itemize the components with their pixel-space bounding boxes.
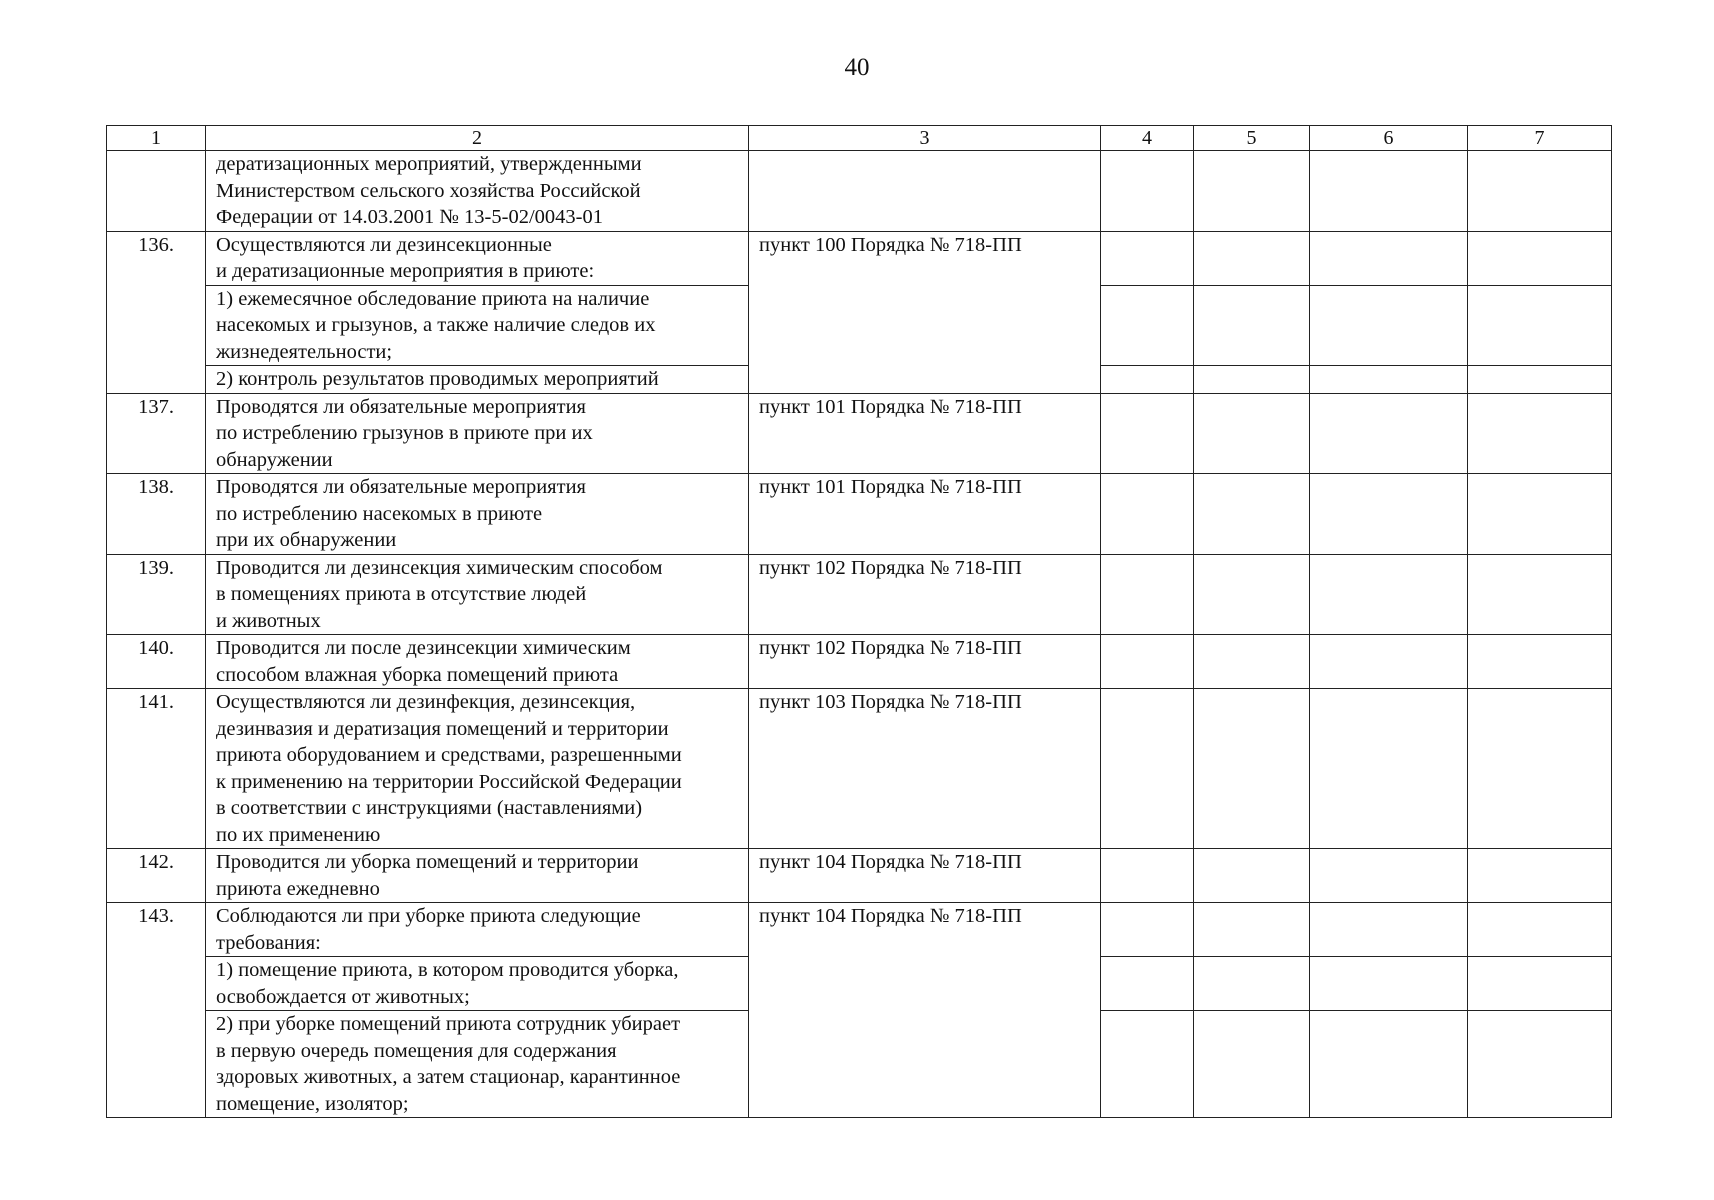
answer-cell <box>1101 1011 1194 1118</box>
requirement-line: по истреблению грызунов в приюте при их <box>216 422 593 444</box>
requirement-line: приюта оборудованием и средствами, разрешенными <box>216 744 682 766</box>
answer-cell <box>1194 1011 1310 1118</box>
requirement-line: Проводится ли уборка помещений и территории <box>216 851 639 873</box>
requirement-text <box>206 366 749 394</box>
row-number: 136. <box>107 231 206 393</box>
requirement-text <box>206 689 749 849</box>
column-header: 7 <box>1468 126 1612 151</box>
requirement-line: требования: <box>216 931 321 954</box>
answer-cell <box>1310 474 1468 555</box>
answer-cell <box>1194 689 1310 849</box>
answer-cell <box>1101 635 1194 689</box>
answer-cell <box>1101 285 1194 366</box>
requirement-text <box>206 151 749 232</box>
legal-reference: пункт 100 Порядка № 718-ПП <box>749 231 1101 393</box>
answer-cell <box>1194 393 1310 474</box>
row-number: 138. <box>107 474 206 555</box>
requirement-text <box>206 903 749 957</box>
row-number: 143. <box>107 903 206 1118</box>
answer-cell <box>1101 393 1194 474</box>
checklist-table <box>106 125 1612 1118</box>
column-header: 3 <box>749 126 1101 151</box>
answer-cell <box>1101 554 1194 635</box>
answer-cell <box>1101 903 1194 957</box>
answer-cell <box>1310 554 1468 635</box>
column-header: 2 <box>206 126 749 151</box>
requirement-line: и дератизационные мероприятия в приюте: <box>216 260 595 282</box>
table-header-row <box>107 126 1612 151</box>
column-header: 6 <box>1310 126 1468 151</box>
answer-cell <box>1468 903 1612 957</box>
requirement-line: Проводится ли после дезинсекции химическим <box>216 637 631 659</box>
answer-cell <box>1310 849 1468 903</box>
answer-cell <box>1101 151 1194 232</box>
requirement-text <box>206 635 749 689</box>
answer-cell <box>1194 151 1310 232</box>
row-number: 142. <box>107 849 206 903</box>
answer-cell <box>1468 1011 1612 1118</box>
answer-cell <box>1468 957 1612 1011</box>
answer-cell <box>1194 957 1310 1011</box>
answer-cell <box>1194 474 1310 555</box>
requirement-line: 1) помещение приюта, в котором проводится уборка, <box>216 959 679 981</box>
answer-cell <box>1194 635 1310 689</box>
row-number: 139. <box>107 554 206 635</box>
table-row <box>107 635 1612 689</box>
requirement-text <box>206 285 749 366</box>
answer-cell <box>1468 689 1612 849</box>
column-header: 5 <box>1194 126 1310 151</box>
requirement-line: в соответствии с инструкциями (наставлениями) <box>216 797 643 819</box>
row-number: 140. <box>107 635 206 689</box>
requirement-line: обнаружении <box>216 448 333 471</box>
answer-cell <box>1101 366 1194 394</box>
answer-cell <box>1101 689 1194 849</box>
answer-cell <box>1194 231 1310 285</box>
requirement-line: в первую очередь помещения для содержания <box>216 1039 617 1062</box>
legal-reference: пункт 103 Порядка № 718-ПП <box>749 689 1101 849</box>
requirement-line: Министерством сельского хозяйства Российской <box>216 179 641 202</box>
table-row <box>107 474 1612 555</box>
answer-cell <box>1194 554 1310 635</box>
answer-cell <box>1310 1011 1468 1118</box>
answer-cell <box>1310 231 1468 285</box>
legal-reference <box>749 151 1101 232</box>
answer-cell <box>1310 366 1468 394</box>
requirement-text <box>206 231 749 285</box>
requirement-line: Проводятся ли обязательные мероприятия <box>216 395 586 418</box>
requirement-line: по их применению <box>216 823 381 846</box>
table-row <box>107 903 1612 957</box>
answer-cell <box>1468 393 1612 474</box>
answer-cell <box>1101 474 1194 555</box>
answer-cell <box>1101 849 1194 903</box>
table-row <box>107 151 1612 232</box>
table-row <box>107 554 1612 635</box>
requirement-line: дезинвазия и дератизация помещений и территории <box>216 717 669 740</box>
requirement-line: здоровых животных, а затем стационар, карантинное <box>216 1066 681 1088</box>
answer-cell <box>1310 393 1468 474</box>
requirement-line: дератизационных мероприятий, утвержденными <box>216 153 642 175</box>
requirement-line: приюта ежедневно <box>216 877 380 900</box>
answer-cell <box>1194 903 1310 957</box>
table-row <box>107 231 1612 285</box>
requirement-line: по истреблению насекомых в приюте <box>216 502 543 525</box>
row-number: 137. <box>107 393 206 474</box>
answer-cell <box>1468 231 1612 285</box>
requirement-line: жизнедеятельности; <box>216 340 393 363</box>
requirement-line: к применению на территории Российской Федерации <box>216 770 682 793</box>
requirement-line: насекомых и грызунов, а также наличие следов их <box>216 314 656 336</box>
column-header: 1 <box>107 126 206 151</box>
answer-cell <box>1310 635 1468 689</box>
table-row <box>107 689 1612 849</box>
legal-reference: пункт 101 Порядка № 718-ПП <box>749 393 1101 474</box>
answer-cell <box>1101 957 1194 1011</box>
requirement-line: Осуществляются ли дезинфекция, дезинсекция, <box>216 691 636 713</box>
requirement-line: помещение, изолятор; <box>216 1092 409 1115</box>
requirement-text <box>206 474 749 555</box>
requirement-line: Проводятся ли обязательные мероприятия <box>216 476 586 498</box>
requirement-line: способом влажная уборка помещений приюта <box>216 663 619 686</box>
requirement-text <box>206 849 749 903</box>
answer-cell <box>1468 849 1612 903</box>
requirement-line: Федерации от 14.03.2001 № 13-5-02/0043-01 <box>216 206 603 228</box>
answer-cell <box>1468 366 1612 394</box>
answer-cell <box>1468 474 1612 555</box>
legal-reference: пункт 104 Порядка № 718-ПП <box>749 903 1101 1118</box>
answer-cell <box>1468 285 1612 366</box>
requirement-line: 1) ежемесячное обследование приюта на наличие <box>216 287 650 310</box>
requirement-line: Соблюдаются ли при уборке приюта следующие <box>216 905 641 927</box>
legal-reference: пункт 101 Порядка № 718-ПП <box>749 474 1101 555</box>
answer-cell <box>1310 957 1468 1011</box>
requirement-line: освобождается от животных; <box>216 985 470 1008</box>
row-number <box>107 151 206 232</box>
requirement-line: 2) при уборке помещений приюта сотрудник убирает <box>216 1013 681 1035</box>
answer-cell <box>1310 151 1468 232</box>
requirement-text <box>206 393 749 474</box>
answer-cell <box>1194 366 1310 394</box>
answer-cell <box>1468 554 1612 635</box>
requirement-text <box>206 957 749 1011</box>
answer-cell <box>1468 635 1612 689</box>
answer-cell <box>1310 903 1468 957</box>
requirement-text <box>206 1011 749 1118</box>
table-row <box>107 393 1612 474</box>
requirement-line: Осуществляются ли дезинсекционные <box>216 233 552 256</box>
answer-cell <box>1310 689 1468 849</box>
requirement-line: Проводится ли дезинсекция химическим способом <box>216 556 663 579</box>
legal-reference: пункт 102 Порядка № 718-ПП <box>749 554 1101 635</box>
table-row <box>107 849 1612 903</box>
answer-cell <box>1468 151 1612 232</box>
requirement-text <box>206 554 749 635</box>
requirement-line: и животных <box>216 609 321 632</box>
row-number: 141. <box>107 689 206 849</box>
answer-cell <box>1194 285 1310 366</box>
column-header: 4 <box>1101 126 1194 151</box>
legal-reference: пункт 104 Порядка № 718-ПП <box>749 849 1101 903</box>
answer-cell <box>1194 849 1310 903</box>
answer-cell <box>1310 285 1468 366</box>
page-number: 40 <box>844 54 870 81</box>
answer-cell <box>1101 231 1194 285</box>
requirement-line: при их обнаружении <box>216 529 397 551</box>
legal-reference: пункт 102 Порядка № 718-ПП <box>749 635 1101 689</box>
requirement-line: 2) контроль результатов проводимых мероприятий <box>216 368 659 390</box>
requirement-line: в помещениях приюта в отсутствие людей <box>216 583 587 605</box>
